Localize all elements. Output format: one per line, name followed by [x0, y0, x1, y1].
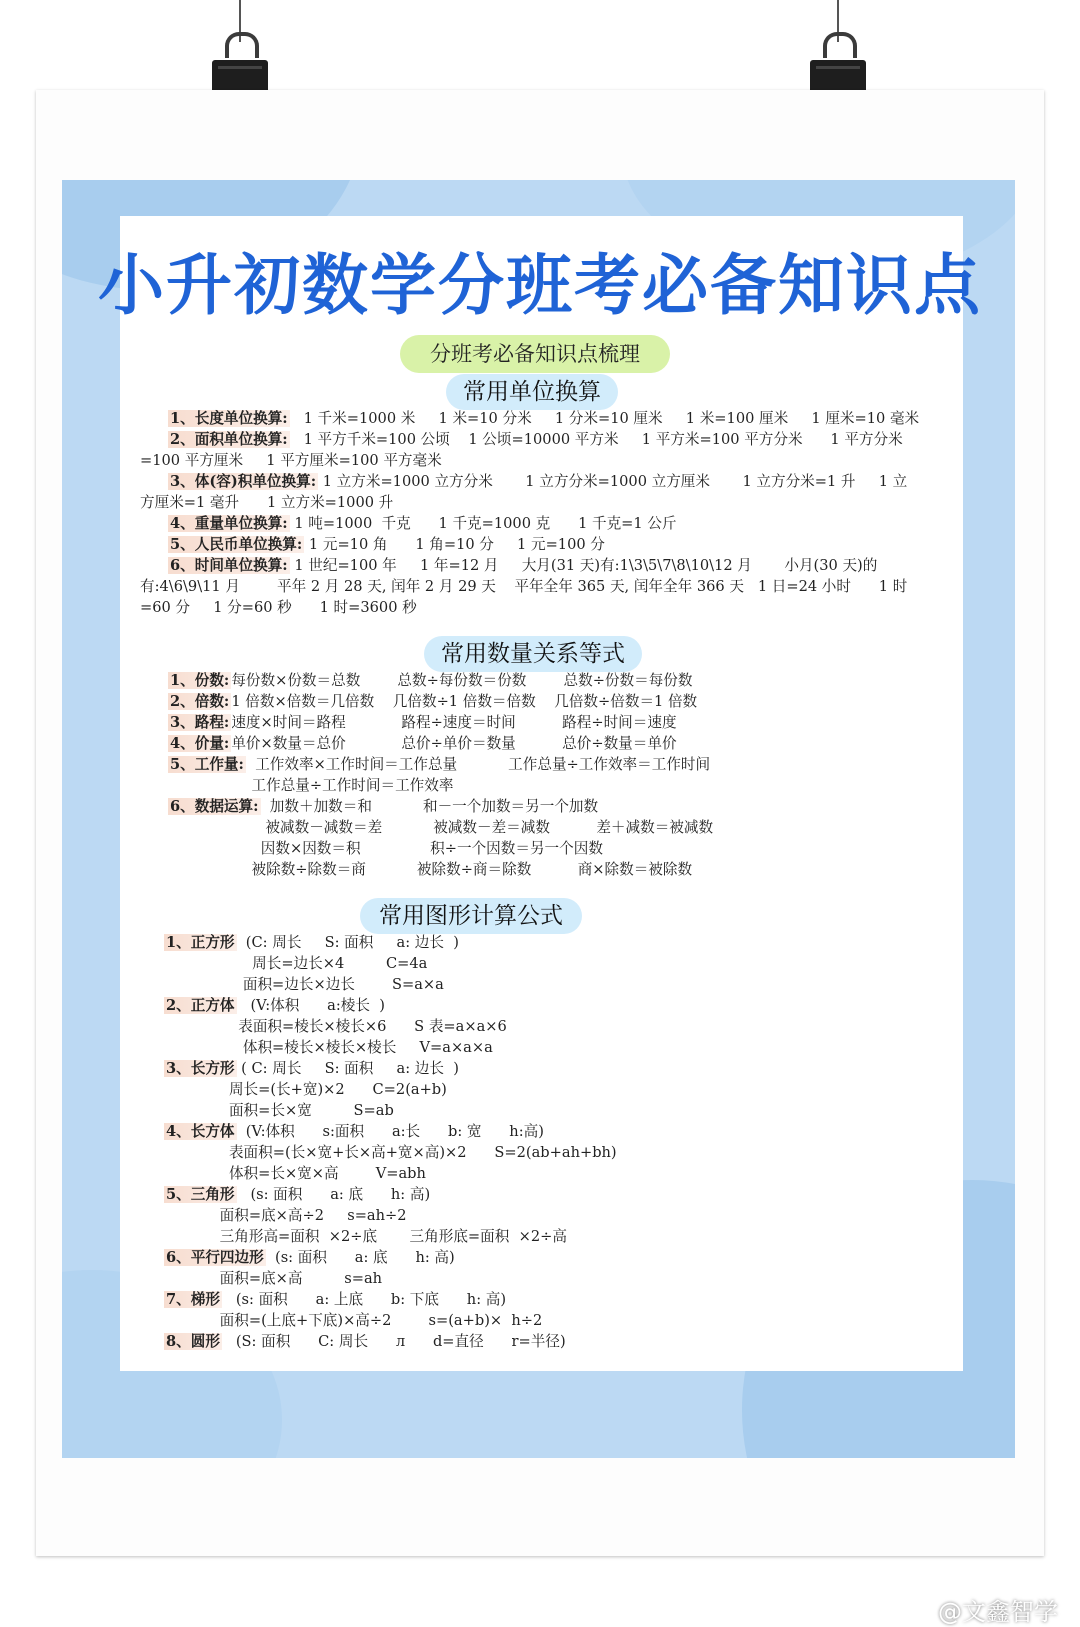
- relations-line-text: 工作效率×工作时间＝工作总量 工作总量÷工作效率＝工作时间: [245, 756, 711, 773]
- shapes-line: [164, 1331, 566, 1352]
- shapes-line: [164, 1226, 567, 1247]
- watermark: @文鑫智学: [938, 1598, 1058, 1626]
- shapes-line: [164, 1205, 407, 1226]
- shapes-line: [164, 1016, 507, 1037]
- shapes-line: [164, 932, 459, 953]
- units-line-text: 方厘米=1 毫升 1 立方米=1000 升: [140, 494, 394, 511]
- relations-line: [168, 670, 693, 691]
- shapes-line-text: 周长=边长×4 C=4a: [164, 955, 428, 972]
- units-line-label: 3、体(容)积单位换算:: [170, 473, 317, 490]
- units-line: [140, 450, 442, 471]
- relations-line-text: 工作总量÷工作时间＝工作效率: [168, 777, 454, 794]
- shapes-line-text: 表面积=(长×宽+长×高+宽×高)×2 S=2(ab+ah+bh): [164, 1144, 617, 1161]
- shapes-line-text: (S: 面积 C: 周长 л d=直径 r=半径): [221, 1333, 566, 1350]
- relations-line: [168, 733, 677, 754]
- shapes-line-label: 4、长方体: [166, 1123, 235, 1140]
- shapes-line: [164, 1100, 394, 1121]
- relations-line-label: 4、价量:: [170, 735, 230, 752]
- units-line: [168, 408, 919, 429]
- shapes-line-label: 6、平行四边形: [166, 1249, 264, 1266]
- shapes-line-label: 3、长方形: [166, 1060, 235, 1077]
- shapes-line: [164, 1268, 382, 1289]
- shapes-line: [164, 1310, 542, 1331]
- units-line-text: 有:4\6\9\11 月 平年 2 月 28 天, 闰年 2 月 29 天 平年全年 365 天, 闰年全年 366 天 1 日=24 小时 1 时: [140, 578, 908, 595]
- shapes-line-text: (s: 面积 a: 底 h: 高): [265, 1249, 455, 1266]
- relations-line-text: 被减数－减数＝差 被减数－差＝减数 差＋减数＝被减数: [168, 819, 714, 836]
- units-line: [140, 492, 393, 513]
- relations-line: [168, 859, 692, 880]
- shapes-line-text: 面积=边长×边长 S=a×a: [164, 976, 444, 993]
- shapes-line: [164, 1142, 617, 1163]
- units-line-text: 1 吨=1000 千克 1 千克=1000 克 1 千克=1 公斤: [289, 515, 677, 532]
- shapes-line-text: 体积=长×宽×高 V=abh: [164, 1165, 426, 1182]
- units-line: [168, 555, 877, 576]
- relations-line: [168, 691, 697, 712]
- units-line: [168, 429, 903, 450]
- subtitle-badge: 分班考必备知识点梳理: [400, 335, 670, 373]
- shapes-line: [164, 1058, 459, 1079]
- units-line: [140, 576, 907, 597]
- shapes-line-text: ( C: 周长 S: 面积 a: 边长 ): [236, 1060, 459, 1077]
- units-line-text: 1 世纪=100 年 1 年=12 月 大月(31 天)有:1\3\5\7\8\10\12 月 小月(30 天)的: [289, 557, 878, 574]
- units-line-text: 1 平方千米=100 公顷 1 公顷=10000 平方米 1 平方米=100 平方分米 1 平方分米: [289, 431, 903, 448]
- page-title: 小升初数学分班考必备知识点: [98, 247, 982, 324]
- shapes-line-text: 面积=(上底+下底)×高÷2 s=(a+b)× h÷2: [164, 1312, 543, 1329]
- shapes-line: [164, 1163, 426, 1184]
- units-line-label: 2、面积单位换算:: [170, 431, 288, 448]
- relations-line-label: 3、路程:: [170, 714, 230, 731]
- shapes-line-text: 面积=长×宽 S=ab: [164, 1102, 394, 1119]
- shapes-line-text: (C: 周长 S: 面积 a: 边长 ): [236, 934, 459, 951]
- section-title-relations: 常用数量关系等式: [424, 636, 642, 672]
- relations-line: [168, 754, 710, 775]
- section-title-units: 常用单位换算: [446, 374, 618, 410]
- shapes-line: [164, 995, 385, 1016]
- relations-line-text: 1 倍数×倍数＝几倍数 几倍数÷1 倍数＝倍数 几倍数÷倍数＝1 倍数: [231, 693, 698, 710]
- shapes-line-label: 1、正方形: [166, 934, 235, 951]
- shapes-line: [164, 1184, 430, 1205]
- relations-line: [168, 775, 453, 796]
- units-line-label: 1、长度单位换算:: [170, 410, 288, 427]
- shapes-line: [164, 1289, 506, 1310]
- shapes-line-text: 面积=底×高 s=ah: [164, 1270, 383, 1287]
- shapes-line-label: 2、正方体: [166, 997, 235, 1014]
- units-line: [168, 513, 677, 534]
- units-line-label: 5、人民币单位换算:: [170, 536, 303, 553]
- relations-line: [168, 838, 603, 859]
- relations-line-label: 5、工作量:: [170, 756, 244, 773]
- units-line: [168, 534, 605, 555]
- shapes-line-label: 7、梯形: [166, 1291, 220, 1308]
- units-line-text: =100 平方厘米 1 平方厘米=100 平方毫米: [140, 452, 442, 469]
- relations-line-label: 2、倍数:: [170, 693, 230, 710]
- shapes-line-text: (s: 面积 a: 底 h: 高): [236, 1186, 431, 1203]
- relations-line: [168, 817, 713, 838]
- shapes-line: [164, 1079, 447, 1100]
- relations-line-label: 1、份数:: [170, 672, 230, 689]
- shapes-line-text: 表面积=棱长×棱长×6 S 表=a×a×6: [164, 1018, 507, 1035]
- shapes-line-text: (V:体积 s:面积 a:长 b: 宽 h:高): [236, 1123, 544, 1140]
- units-line-text: 1 立方米=1000 立方分米 1 立方分米=1000 立方厘米 1 立方分米=1 升 1 立: [318, 473, 908, 490]
- units-line: [140, 597, 417, 618]
- shapes-line: [164, 1247, 455, 1268]
- units-line-text: =60 分 1 分=60 秒 1 时=3600 秒: [140, 599, 417, 616]
- shapes-line-text: (V:体积 a:棱长 ): [236, 997, 385, 1014]
- relations-line-text: 速度×时间＝路程 路程÷速度＝时间 路程÷时间＝速度: [231, 714, 677, 731]
- shapes-line: [164, 1121, 544, 1142]
- shapes-line: [164, 1037, 493, 1058]
- relations-line-text: 因数×因数＝积 积÷一个因数＝另一个因数: [168, 840, 603, 857]
- shapes-line: [164, 974, 444, 995]
- units-line-label: 4、重量单位换算:: [170, 515, 288, 532]
- shapes-line-text: 体积=棱长×棱长×棱长 V=a×a×a: [164, 1039, 493, 1056]
- shapes-line-text: (s: 面积 a: 上底 b: 下底 h: 高): [221, 1291, 507, 1308]
- relations-line: [168, 796, 598, 817]
- shapes-line-label: 5、三角形: [166, 1186, 235, 1203]
- units-line-text: 1 千米=1000 米 1 米=10 分米 1 分米=10 厘米 1 米=100 厘米 1 厘米=10 毫米: [289, 410, 920, 427]
- relations-line-text: 每份数×份数＝总数 总数÷每份数＝份数 总数÷份数＝每份数: [231, 672, 693, 689]
- relations-line: [168, 712, 677, 733]
- units-line: [168, 471, 907, 492]
- relations-line-text: 加数＋加数＝和 和－一个加数＝另一个加数: [260, 798, 599, 815]
- relations-line-label: 6、数据运算:: [170, 798, 259, 815]
- shapes-line: [164, 953, 427, 974]
- units-line-label: 6、时间单位换算:: [170, 557, 288, 574]
- units-line-text: 1 元=10 角 1 角=10 分 1 元=100 分: [304, 536, 605, 553]
- relations-line-text: 被除数÷除数＝商 被除数÷商＝除数 商×除数＝被除数: [168, 861, 693, 878]
- shapes-line-text: 面积=底×高÷2 s=ah÷2: [164, 1207, 407, 1224]
- section-title-shapes: 常用图形计算公式: [360, 898, 582, 934]
- shapes-line-label: 8、圆形: [166, 1333, 220, 1350]
- shapes-line-text: 周长=(长+宽)×2 C=2(a+b): [164, 1081, 447, 1098]
- relations-line-text: 单价×数量＝总价 总价÷单价＝数量 总价÷数量＝单价: [231, 735, 677, 752]
- shapes-line-text: 三角形高=面积 ×2÷底 三角形底=面积 ×2÷高: [164, 1228, 567, 1245]
